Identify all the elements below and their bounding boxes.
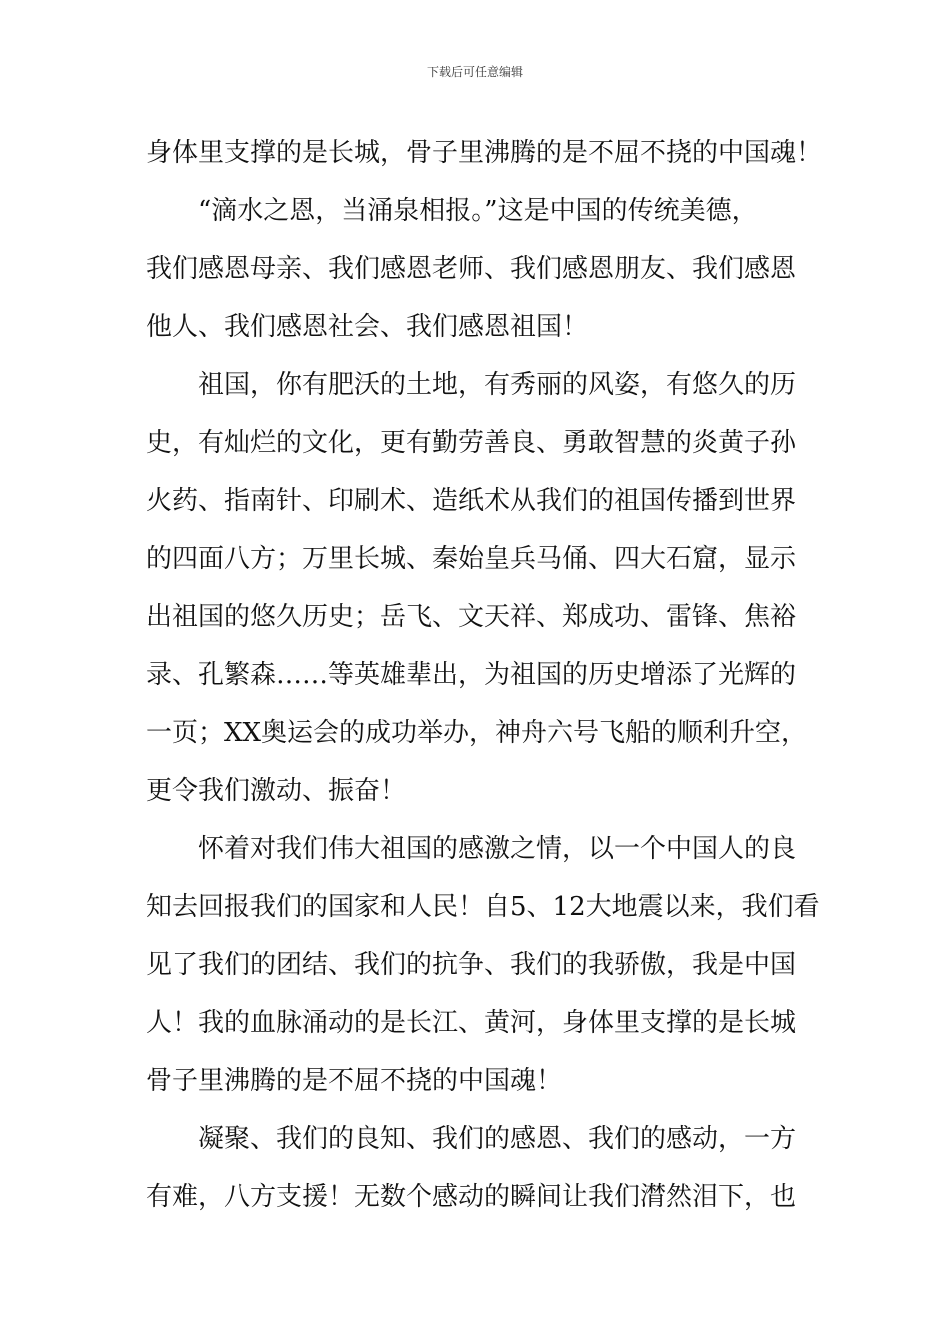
- text-line: 出祖国的悠久历史；岳飞、文天祥、郑成功、雷锋、焦裕: [146, 602, 797, 632]
- text-line: 我们感恩母亲、我们感恩老师、我们感恩朋友、我们感恩: [146, 254, 797, 284]
- text-line: 怀着对我们伟大祖国的感激之情，以一个中国人的良: [198, 834, 797, 864]
- text-line: “滴水之恩，当涌泉相报。”这是中国的传统美德，: [198, 196, 758, 226]
- text-line: 的四面八方；万里长城、秦始皇兵马俑、四大石窟，显示: [146, 544, 797, 574]
- text-line: 一页；XX奥运会的成功举办，神舟六号飞船的顺利升空，: [146, 718, 808, 748]
- text-line: 知去回报我们的国家和人民！自5、12大地震以来，我们看: [146, 892, 820, 922]
- text-line: 有难，八方支援！无数个感动的瞬间让我们潸然泪下，也: [146, 1182, 797, 1212]
- text-line: 史，有灿烂的文化，更有勤劳善良、勇敢智慧的炎黄子孙: [146, 428, 797, 458]
- text-line: 人！我的血脉涌动的是长江、黄河，身体里支撑的是长城: [146, 1008, 797, 1038]
- page-header: 下载后可任意编辑: [426, 65, 523, 79]
- text-line: 祖国，你有肥沃的土地，有秀丽的风姿，有悠久的历: [198, 370, 797, 400]
- document-body: [146, 124, 823, 1226]
- text-line: 凝聚、我们的良知、我们的感恩、我们的感动，一方: [198, 1124, 797, 1154]
- text-line: 更令我们激动、振奋！: [146, 776, 407, 806]
- text-line: 他人、我们感恩社会、我们感恩祖国！: [146, 312, 589, 342]
- text-line: 火药、指南针、印刷术、造纸术从我们的祖国传播到世界: [146, 486, 797, 516]
- text-line: 骨子里沸腾的是不屈不挠的中国魂！: [146, 1066, 563, 1096]
- text-line: 录、孔繁森……等英雄辈出，为祖国的历史增添了光辉的: [146, 660, 797, 690]
- text-line: 见了我们的团结、我们的抗争、我们的我骄傲，我是中国: [146, 950, 797, 980]
- text-line: 身体里支撑的是长城，骨子里沸腾的是不屈不挠的中国魂！: [146, 138, 823, 168]
